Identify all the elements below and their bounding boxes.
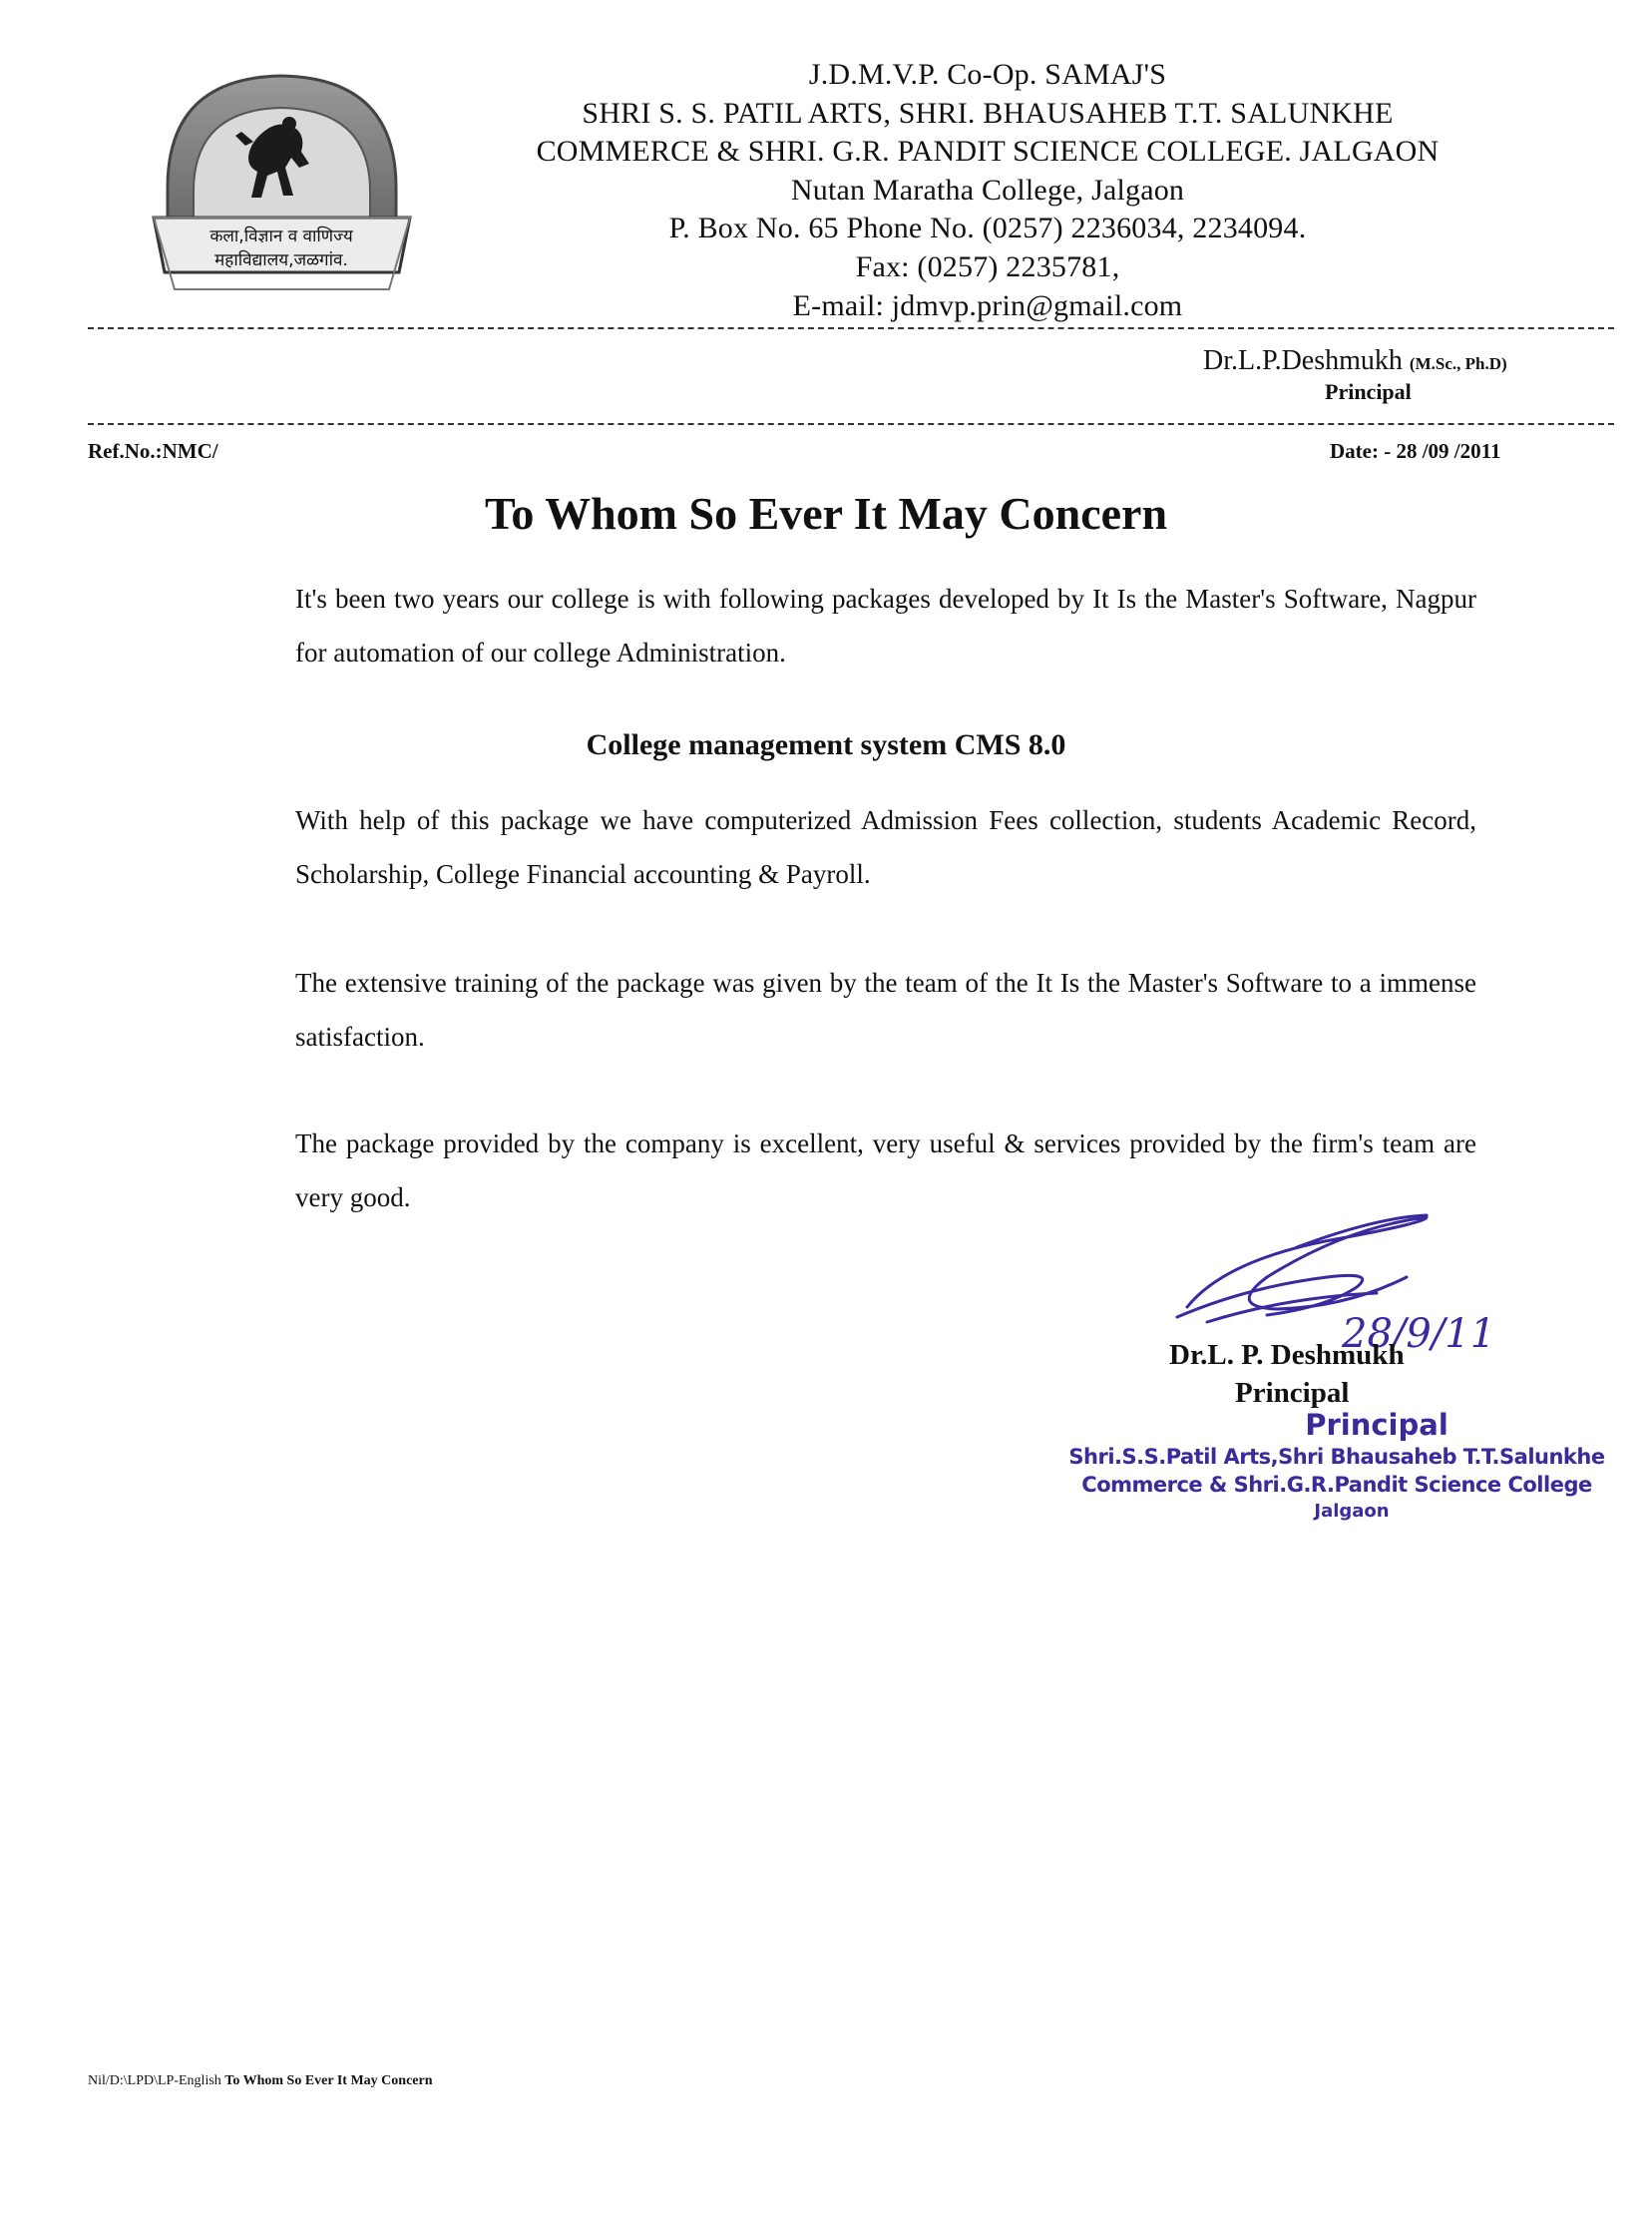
signature-date: 28/9/11 — [1342, 1311, 1496, 1357]
principal-name-text: Dr.L.P.Deshmukh — [1203, 345, 1403, 376]
footer-file-path — [88, 2073, 433, 2089]
letterhead-line: COMMERCE & SHRI. G.R. PANDIT SCIENCE COLLEGE. JALGAON — [536, 135, 1440, 169]
stamp-title: Principal — [1305, 1408, 1448, 1442]
principal-name — [1203, 345, 1507, 377]
principal-qualifications: (M.Sc., Ph.D) — [1409, 354, 1507, 373]
body-paragraph: The extensive training of the package was given by the team of the It Is the Master's Software to a immense satisfaction. — [295, 968, 1476, 1052]
letterhead-line: SHRI S. S. PATIL ARTS, SHRI. BHAUSAHEB T.T. SALUNKHE — [582, 96, 1394, 130]
body-paragraph: It's been two years our college is with following packages developed by It Is the Master's Software, Nagpur for automation of our college Administration. — [295, 584, 1476, 668]
letterhead-line: Nutan Maratha College, Jalgaon — [790, 173, 1185, 207]
stamp-line: Commerce & Shri.G.R.Pandit Science College — [1081, 1473, 1592, 1497]
letterhead-line: J.D.M.V.P. Co-Op. SAMAJ'S — [808, 58, 1167, 91]
principal-stamp — [1067, 1407, 1606, 1525]
signatory-title: Principal — [1235, 1377, 1350, 1409]
divider — [88, 423, 1614, 425]
footer-doc-title: To Whom So Ever It May Concern — [224, 2073, 433, 2088]
signatory-name: Dr.L. P. Deshmukh — [1169, 1339, 1405, 1371]
seal-text-line-1: कला,विज्ञान व वाणिज्य — [209, 226, 353, 246]
letterhead-line: Fax: (0257) 2235781, — [855, 249, 1120, 283]
principal-title: Principal — [1325, 379, 1412, 404]
letterhead-line: E-mail: jdmvp.prin@gmail.com — [792, 288, 1183, 322]
footer-path-text: Nil/D:\LPD\LP-English — [88, 2073, 221, 2088]
stamp-line: Jalgaon — [1314, 1501, 1390, 1522]
seal-text-line-2: महाविद्यालय,जळगांव. — [214, 250, 348, 270]
body-paragraph: With help of this package we have computerized Admission Fees collection, students Academic Record, Scholarship, College Financial accounting & Payroll. — [295, 805, 1476, 889]
divider — [88, 327, 1614, 329]
letter-date: Date: - 28 /09 /2011 — [1330, 439, 1501, 463]
letterhead-line: P. Box No. 65 Phone No. (0257) 2236034, 2234094. — [668, 212, 1307, 245]
reference-number: Ref.No.:NMC/ — [88, 439, 218, 463]
college-seal-icon — [150, 68, 414, 297]
letter-subject: To Whom So Ever It May Concern — [484, 488, 1168, 539]
body-paragraph: The package provided by the company is excellent, very useful & services provided by the firm's team are very good. — [295, 1128, 1476, 1212]
package-title: College management system CMS 8.0 — [586, 728, 1066, 761]
letterhead — [439, 56, 1536, 325]
stamp-line: Shri.S.S.Patil Arts,Shri Bhausaheb T.T.Salunkhe — [1068, 1445, 1605, 1469]
